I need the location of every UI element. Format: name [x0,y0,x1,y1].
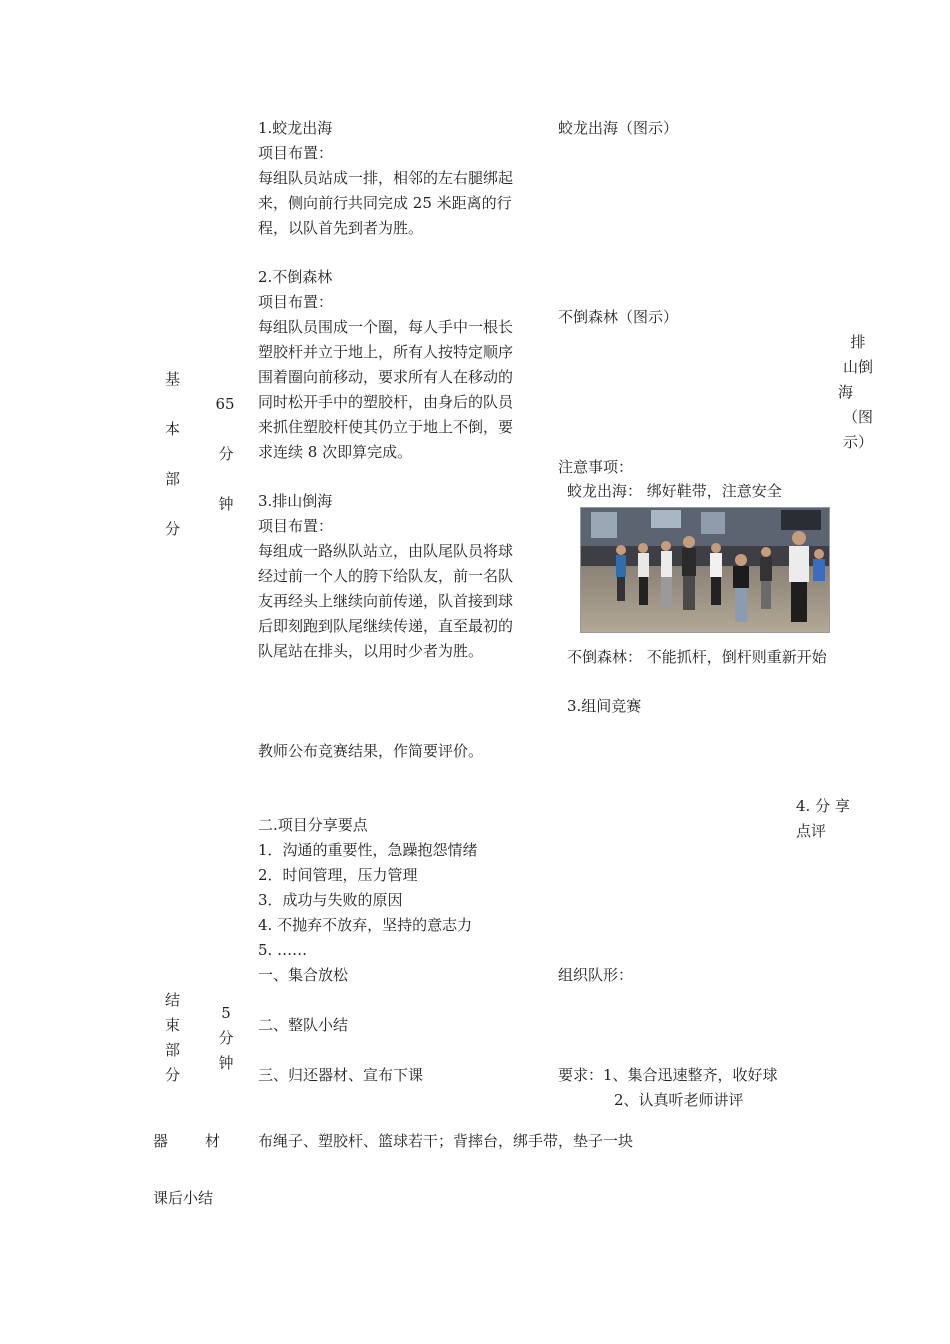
equipment-label-char: 器 [153,1132,169,1150]
ending-duration-number: 5 [221,1004,231,1022]
game1-setup-label: 项目布置： [258,144,334,162]
ending-label-char: 部 [165,1041,181,1059]
game1-line: 来，侧向前行共同完成 25 米距离的行 [258,194,512,212]
game3-line: 每组成一路纵队站立，由队尾队员将球 [258,542,514,560]
share-item: 1．沟通的重要性，急躁抱怨情绪 [258,841,478,859]
game2-line: 每组队员围成一个圈，每人手中一根长 [258,318,514,336]
game3-line: 经过前一个人的胯下给队友，前一名队 [258,567,514,585]
basic-section-label [165,367,180,567]
equipment-label-char: 材 [205,1132,221,1150]
requirement-line: 2、认真听老师讲评 [614,1091,744,1109]
game3-block [258,489,513,664]
basic-label-char: 分 [165,520,181,538]
ending-step: 二、整队小结 [258,1016,349,1034]
ending-duration-unit: 分 [218,1029,234,1047]
game2-title: 2.不倒森林 [258,268,333,286]
diagram3-caption-line: 海 [838,383,854,401]
notes-label: 注意事项： [558,458,634,476]
teacher-note: 教师公布竞赛结果，作简要评价。 [258,742,484,760]
game2-line: 围着圈向前移动，要求所有人在移动的 [258,368,514,386]
basic-label-char: 本 [165,420,181,438]
ending-label-char: 结 [165,991,181,1009]
step4-share-review [796,794,850,844]
game2-line: 同时松开手中的塑胶杆，由身后的队员 [258,393,514,411]
game2-setup-label: 项目布置： [258,293,334,311]
game3-title: 3.排山倒海 [258,492,333,510]
note-budao: 不倒森林： 不能抓杆，倒杆则重新开始 [567,648,827,666]
note-jiaolong: 蛟龙出海： 绑好鞋带，注意安全 [567,482,782,500]
basic-label-char: 基 [165,370,181,388]
step4-line: 4. 分 享 [796,797,850,815]
share-title: 二.项目分享要点 [258,816,368,834]
diagram1-caption: 蛟龙出海（图示） [558,119,679,137]
ending-duration [218,1001,234,1076]
summary-label: 课后小结 [153,1189,214,1207]
game2-line: 来抓住塑胶杆使其仍立于地上不倒，要 [258,418,514,436]
basic-label-char: 部 [165,470,181,488]
game3-line: 队尾站在排头，以用时少者为胜。 [258,642,484,660]
share-item: 5. …… [258,941,308,959]
ending-label-char: 束 [165,1016,181,1034]
diagram2-caption: 不倒森林（图示） [558,308,679,326]
activity-photo-image [581,508,829,632]
share-item: 3．成功与失败的原因 [258,891,403,909]
formation-label: 组织队形： [558,966,634,984]
share-item: 2．时间管理，压力管理 [258,866,418,884]
diagram3-caption-line: 示） [842,433,873,451]
game1-line: 每组队员站成一排，相邻的左右腿绑起 [258,169,514,187]
ending-step: 一、集合放松 [258,966,349,984]
equipment-text: 布绳子、塑胶杆、篮球若干；背摔台，绑手带，垫子一块 [258,1132,634,1150]
game2-block [258,265,513,465]
basic-duration [215,392,237,542]
share-block [258,813,478,963]
activity-photo [580,507,830,633]
game3-line: 后即刻跑到队尾继续传递，直至最初的 [258,617,514,635]
diagram3-caption-line: 山倒 [842,358,873,376]
diagram3-caption-line: 排 [850,333,866,351]
requirement-line: 要求：1、集合迅速整齐，收好球 [558,1066,778,1084]
diagram3-caption-line: （图 [842,408,873,426]
game3-setup-label: 项目布置： [258,517,334,535]
game3-line: 友再经头上继续向前传递，队首接到球 [258,592,514,610]
game2-line: 求连续 8 次即算完成。 [258,443,413,461]
basic-duration-unit: 分 [218,445,234,463]
ending-section-label [165,988,180,1088]
step4-line: 点评 [796,822,827,840]
game2-line: 塑胶杆并立于地上，所有人按特定顺序 [258,343,514,361]
note-competition: 3.组间竞赛 [567,697,642,715]
game1-block [258,116,513,241]
ending-duration-unit: 钟 [218,1054,234,1072]
share-item: 4. 不抛弃不放弃，坚持的意志力 [258,916,473,934]
game1-title: 1.蛟龙出海 [258,119,333,137]
ending-label-char: 分 [165,1066,181,1084]
basic-duration-number: 65 [215,395,235,413]
ending-step: 三、归还器材、宣布下课 [258,1066,424,1084]
diagram3-caption [838,330,878,455]
basic-duration-unit: 钟 [218,495,234,513]
game1-line: 程，以队首先到者为胜。 [258,219,424,237]
